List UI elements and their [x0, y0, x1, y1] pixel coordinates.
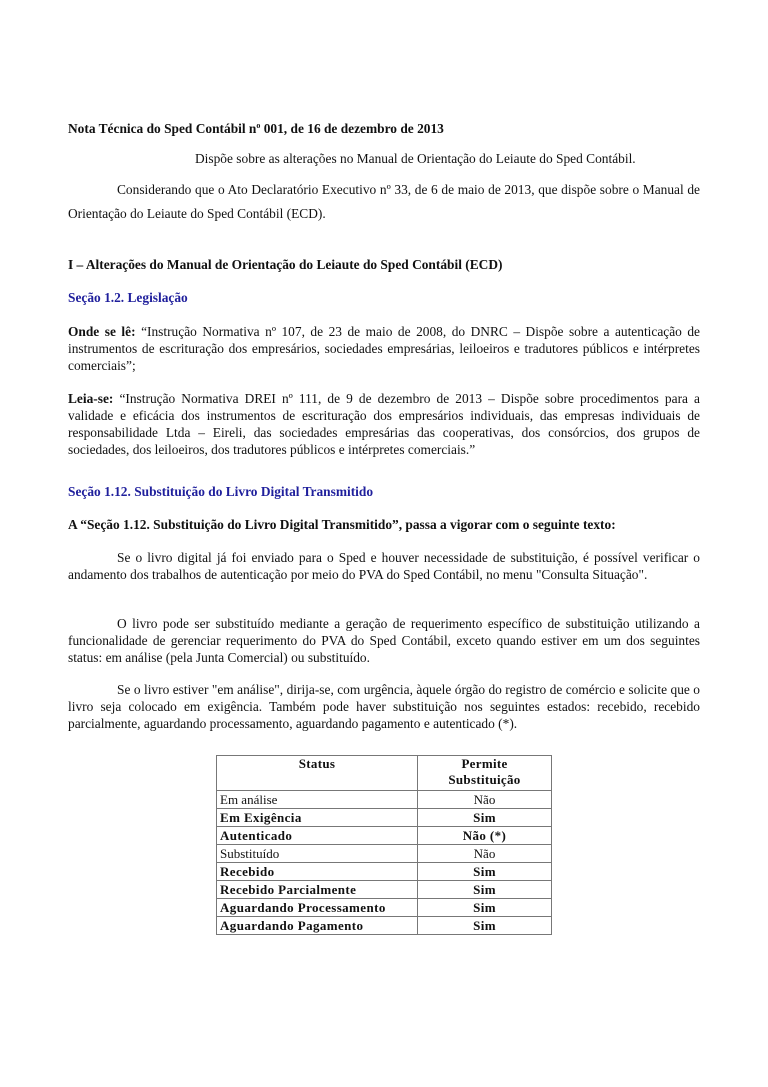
table-row: [217, 917, 552, 935]
leia-se-label: Leia-se:: [68, 391, 114, 406]
section-1-12-heading: Seção 1.12. Substituição do Livro Digital Transmitido: [68, 484, 374, 499]
considerando-paragraph: Considerando que o Ato Declaratório Executivo nº 33, de 6 de maio de 2013, que dispõe sobre o Manual de Orientação do Leiaute do Sped Contábil (ECD).: [68, 182, 700, 221]
status-cell: Aguardando Processamento: [217, 899, 418, 917]
status-table-header-row: [217, 756, 552, 791]
permite-cell: Sim: [418, 863, 552, 881]
section-i-heading: I – Alterações do Manual de Orientação do Leiaute do Sped Contábil (ECD): [68, 257, 503, 272]
status-cell: Em análise: [217, 791, 418, 809]
table-row: [217, 809, 552, 827]
onde-se-le-paragraph: [68, 323, 700, 374]
table-row: [217, 899, 552, 917]
header-status: Status: [217, 756, 418, 791]
header-permite-substituicao: Permite Substituição: [418, 756, 552, 791]
permite-cell: Sim: [418, 881, 552, 899]
permite-cell: Sim: [418, 809, 552, 827]
document-subtitle: Dispõe sobre as alterações no Manual de Orientação do Leiaute do Sped Contábil.: [195, 151, 636, 166]
body-paragraph-2: O livro pode ser substituído mediante a geração de requerimento específico de substituição utilizando a funcionalidade de gerenciar requerimento do PVA do Sped Contábil, exceto quando estiver em um dos seguintes status: em análise (pela Junta Comercial) ou substituído.: [68, 616, 700, 665]
permite-cell: Não: [418, 845, 552, 863]
status-cell: Recebido Parcialmente: [217, 881, 418, 899]
permite-cell: Sim: [418, 917, 552, 935]
title-text-start: Nota Técnica do Sped Contábil n: [68, 121, 257, 136]
permite-cell: Sim: [418, 899, 552, 917]
title-text-end: 001, de 16 de dezembro de 2013: [260, 121, 444, 136]
title-ordinal: o: [256, 121, 261, 130]
leia-se-paragraph: [68, 390, 700, 458]
body-paragraph-1: Se o livro digital já foi enviado para o Sped e houver necessidade de substituição, é possível verificar o andamento dos trabalhos de autenticação por meio do PVA do Sped Contábil, no menu "Consulta Situação".: [68, 550, 700, 582]
onde-se-le-label: Onde se lê:: [68, 324, 136, 339]
document-title: [68, 120, 700, 137]
status-cell: Autenticado: [217, 827, 418, 845]
status-table: [216, 755, 552, 935]
status-cell: Substituído: [217, 845, 418, 863]
status-cell: Recebido: [217, 863, 418, 881]
permite-cell: Não (*): [418, 827, 552, 845]
section-1-2-heading: Seção 1.2. Legislação: [68, 290, 188, 305]
table-row: [217, 827, 552, 845]
section-1-12-intro: A “Seção 1.12. Substituição do Livro Digital Transmitido”, passa a vigorar com o seguinte texto:: [68, 517, 616, 532]
table-row: [217, 863, 552, 881]
onde-se-le-text: “Instrução Normativa nº 107, de 23 de maio de 2008, do DNRC – Dispõe sobre a autenticação de instrumentos de escrituração dos empresários, sociedades empresárias, leiloeiros e tradutores públicos e intérpretes comerciais”;: [68, 324, 700, 373]
leia-se-text: “Instrução Normativa DREI nº 111, de 9 de dezembro de 2013 – Dispõe sobre procedimentos para a validade e eficácia dos instrumentos de escrituração dos empresários individuais, das empresas individuais de responsabilidade Ltda – Eireli, das sociedades empresárias das cooperativas, dos consórcios, dos grupos de sociedades, dos leiloeiros, dos tradutores públicos e intérpretes comerciais.”: [68, 391, 700, 457]
permite-cell: Não: [418, 791, 552, 809]
status-cell: Em Exigência: [217, 809, 418, 827]
status-cell: Aguardando Pagamento: [217, 917, 418, 935]
body-paragraph-3: Se o livro estiver "em análise", dirija-se, com urgência, àquele órgão do registro de comércio e solicite que o livro seja colocado em exigência. Também pode haver substituição nos seguintes estados: recebido, recebido parcialmente, aguardando processamento, aguardando pagamento e autenticado (*).: [68, 682, 700, 731]
table-row: [217, 881, 552, 899]
table-row: [217, 845, 552, 863]
table-row: [217, 791, 552, 809]
